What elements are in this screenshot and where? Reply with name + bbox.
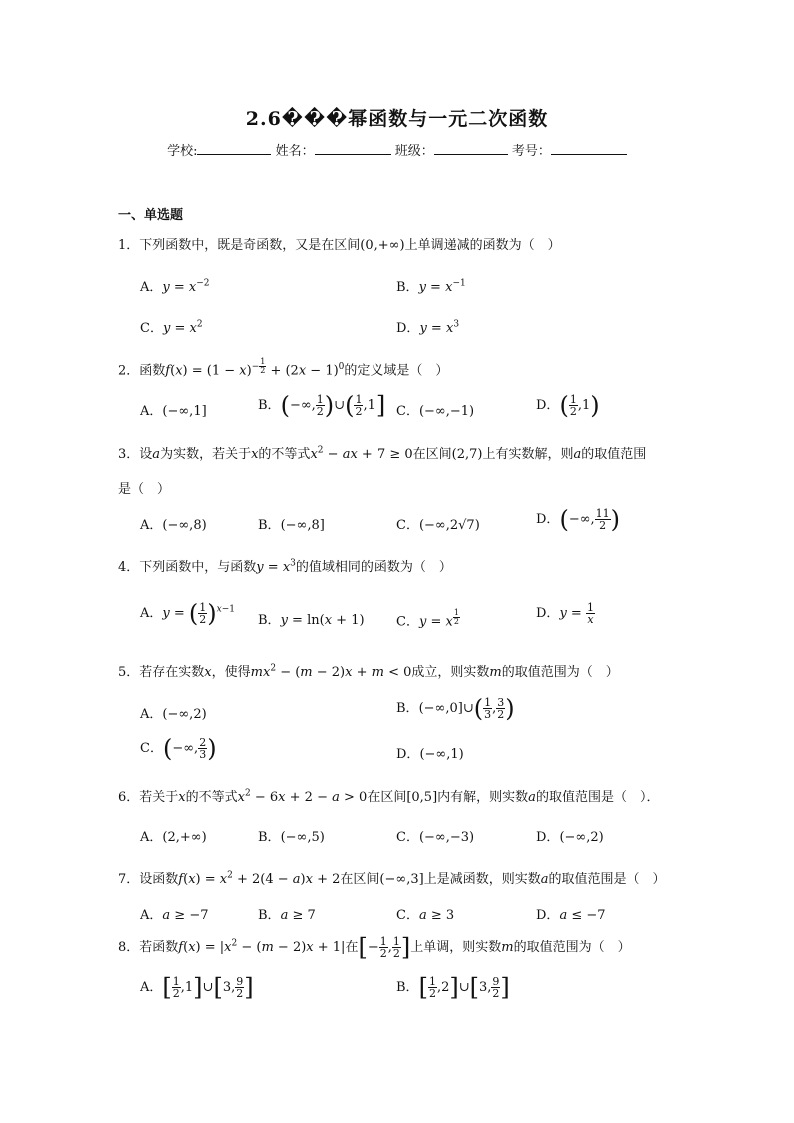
q5-option-d[interactable]: D．(−∞,1) — [396, 747, 464, 762]
option-label: C． — [140, 321, 163, 336]
q4-option-a[interactable]: A．y = ( $\frac{1}{2}$ )$^{x-1}$ — [140, 599, 236, 628]
option-label: D． — [536, 398, 560, 413]
question-4: 4．下列函数中，与函数$y = x^3$的值域相同的函数为（ ） — [118, 558, 452, 575]
class-blank[interactable] — [434, 142, 508, 155]
question-stem: 设函数 — [139, 872, 179, 887]
question-stem-2: 的不等式 — [185, 790, 238, 805]
question-stem-end: 的取值范围为（ ） — [501, 665, 619, 680]
question-number: 4． — [118, 560, 140, 575]
option-label: C． — [396, 518, 419, 533]
option-label: C． — [396, 908, 419, 923]
question-stem: 若关于 — [139, 790, 179, 805]
option-label: B． — [258, 830, 281, 845]
option-label: A． — [140, 404, 163, 419]
question-stem-2: 在区间 — [340, 872, 380, 887]
question-stem: 若函数 — [139, 940, 179, 955]
q3-option-c[interactable]: C．(−∞,2√7) — [396, 518, 480, 533]
option-label: C． — [396, 614, 419, 630]
question-stem: 下列函数中，与函数 — [139, 560, 257, 575]
q8-option-b[interactable]: B．[ $\frac{1}{2}$ ,2]∪[3, $\frac{9}{2}$ ] — [396, 973, 510, 1002]
question-stem-2: ，使得 — [211, 665, 251, 680]
q6-option-a[interactable]: A．(2,+∞) — [140, 830, 207, 845]
option-label: D． — [536, 908, 560, 923]
option-label: B． — [258, 518, 281, 533]
question-stem-end: 的取值范围是（ ） — [548, 872, 666, 887]
question-stem-3: 上单调，则实数 — [410, 940, 502, 955]
question-stem-3: 成立，则实数 — [411, 665, 490, 680]
question-number: 8． — [118, 940, 140, 955]
name-blank[interactable] — [315, 142, 391, 155]
q4-option-d[interactable]: D．y = $\frac{1}{x}$ — [536, 601, 594, 626]
question-stem: 下列函数中，既是奇函数，又是在区间 — [139, 238, 361, 253]
q1-option-b[interactable]: B．$y = x^{-1}$ — [396, 278, 466, 295]
exam-no-blank[interactable] — [551, 142, 627, 155]
interval: (−∞,3] — [379, 872, 424, 887]
option-label: A． — [140, 830, 163, 845]
option-label: B． — [258, 398, 281, 413]
question-number: 6． — [118, 790, 140, 805]
q3-option-d[interactable]: D．(−∞, $\frac{11}{2}$ ) — [536, 505, 621, 534]
question-stem-end: 的取值范围是（ ）． — [535, 790, 660, 805]
question-stem-2: 在 — [345, 940, 359, 955]
option-label: C． — [396, 830, 419, 845]
q8-option-a[interactable]: A．[ $\frac{1}{2}$ ,1]∪[3, $\frac{9}{2}$ ] — [140, 973, 254, 1002]
interval: [0,5] — [406, 790, 438, 805]
option-label: A． — [140, 606, 163, 621]
question-stem-end: 的取值范围为（ ） — [513, 940, 631, 955]
question-7: 7．设函数$f(x) = x^2 + 2(4 - a)x + 2$在区间(−∞,3]上是减函数，则实数a的取值范围是（ ） — [118, 870, 666, 887]
option-label: D． — [536, 830, 560, 845]
q1-option-d[interactable]: D．$y = x^3$ — [396, 319, 460, 336]
question-stem-3: 的不等式 — [258, 447, 311, 462]
interval: (0,+∞) — [360, 238, 405, 253]
q2-option-a[interactable]: A．(−∞,1] — [140, 404, 207, 419]
option-label: A． — [140, 280, 163, 295]
q4-option-c[interactable]: C．y = x $^{\frac{1}{2}}$ — [396, 608, 459, 630]
option-label: B． — [396, 701, 419, 716]
question-stem: 函数 — [139, 363, 166, 379]
question-number: 3． — [118, 447, 140, 462]
question-stem-6: 的取值范围 — [581, 447, 647, 462]
question-stem-end: 的定义域是（ ） — [344, 363, 449, 379]
question-number: 1． — [118, 238, 140, 253]
q6-option-c[interactable]: C．(−∞,−3) — [396, 830, 475, 845]
question-1 — [118, 234, 561, 253]
interval: (2,7) — [451, 447, 483, 462]
q6-option-d[interactable]: D．(−∞,2) — [536, 830, 604, 845]
q5-option-c[interactable]: C．(−∞, $\frac{2}{3}$ ) — [140, 734, 217, 763]
question-2: 2．函数$f(x) = (1 - x)^{- \frac{1}{2}}$ + $(2x - 1)^0$的定义域是（ ） — [118, 357, 449, 379]
q3-option-a[interactable]: A．(−∞,8) — [140, 518, 207, 533]
option-label: B． — [258, 613, 281, 628]
option-label: D． — [536, 606, 560, 621]
question-stem-2: 为实数，若关于 — [160, 447, 252, 462]
page-title: 2.6���幂函数与一元二次函数 — [245, 108, 549, 130]
question-number: 7． — [118, 872, 140, 887]
option-label: D． — [396, 747, 420, 762]
q2-option-d[interactable]: D．( $\frac{1}{2}$ ,1) — [536, 391, 600, 420]
q2-option-c[interactable]: C．(−∞,−1) — [396, 404, 475, 419]
question-stem-end: 的值域相同的函数为（ ） — [295, 560, 452, 575]
question-stem-4: 在区间 — [412, 447, 452, 462]
q7-option-c[interactable]: C．a ≥ 3 — [396, 908, 455, 923]
q7-option-b[interactable]: B．a ≥ 7 — [258, 908, 316, 923]
q6-option-b[interactable]: B．(−∞,5) — [258, 830, 325, 845]
q1-option-c[interactable]: C．$y = x^2$ — [140, 319, 203, 336]
question-5: 5．若存在实数x，使得$mx^2 - (m - 2)x + m < 0$成立，则实数m的取值范围为（ ） — [118, 663, 619, 680]
variable-x: x — [251, 447, 259, 462]
question-stem-end: 上单调递减的函数为（ ） — [404, 238, 561, 253]
school-blank[interactable] — [197, 142, 271, 155]
option-label: D． — [396, 321, 420, 336]
student-info-line — [0, 140, 794, 159]
section-heading: 一、单选题 — [118, 208, 184, 223]
option-label: A． — [140, 980, 163, 995]
question-stem-3: 在区间 — [367, 790, 407, 805]
question-stem-4: 内有解，则实数 — [437, 790, 529, 805]
option-label: D． — [536, 512, 560, 527]
school-label: 学校: — [167, 144, 198, 159]
q5-option-a[interactable]: A．(−∞,2) — [140, 707, 207, 722]
q2-option-b[interactable]: B．(−∞, $\frac{1}{2}$ )∪( $\frac{1}{2}$ ,1] — [258, 391, 386, 420]
option-label: C． — [140, 741, 163, 756]
question-stem: 若存在实数 — [139, 665, 205, 680]
option-label: A． — [140, 707, 163, 722]
option-label: B． — [258, 908, 281, 923]
option-label: B． — [396, 980, 419, 995]
variable-a: a — [152, 447, 161, 462]
question-number: 2． — [118, 363, 140, 379]
exam-no-label: 考号： — [511, 144, 551, 159]
question-stem-5: 上有实数解，则 — [482, 447, 574, 462]
question-8: 8．若函数$f(x) = |x^2 - (m - 2)x + 1|$在[− $\frac{1}{2}$ , $\frac{1}{2}$ ]上单调，则实数m的取值范围为（ ） — [118, 933, 631, 962]
option-label: A． — [140, 908, 163, 923]
question-3: 3．设a为实数，若关于x的不等式$x^2$ − ax + 7 ≥ 0在区间(2,7)上有实数解，则a的取值范围 — [118, 445, 647, 462]
name-label: 姓名： — [275, 144, 315, 159]
q5-option-b[interactable]: B．(−∞,0]∪( $\frac{1}{3}$ , $\frac{3}{2}$ ) — [396, 694, 515, 723]
q4-option-b[interactable]: B．y = ln(x + 1) — [258, 613, 365, 628]
option-label: A． — [140, 518, 163, 533]
q7-option-d[interactable]: D．a ≤ −7 — [536, 908, 606, 923]
question-number: 5． — [118, 665, 140, 680]
class-label: 班级： — [394, 144, 434, 159]
question-stem-3: 上是减函数，则实数 — [423, 872, 541, 887]
q7-option-a[interactable]: A．a ≥ −7 — [140, 908, 209, 923]
question-3-line2: 是（ ） — [118, 482, 171, 497]
q1-option-a[interactable]: A．$y = x^{-2}$ — [140, 278, 210, 295]
q3-option-b[interactable]: B．(−∞,8] — [258, 518, 325, 533]
question-6: 6．若关于x的不等式$x^2 - 6x + 2 - a > 0$在区间[0,5]内有解，则实数a的取值范围是（ ）． — [118, 788, 660, 805]
option-label: C． — [396, 404, 419, 419]
option-label: B． — [396, 280, 419, 295]
question-stem: 设 — [139, 447, 153, 462]
